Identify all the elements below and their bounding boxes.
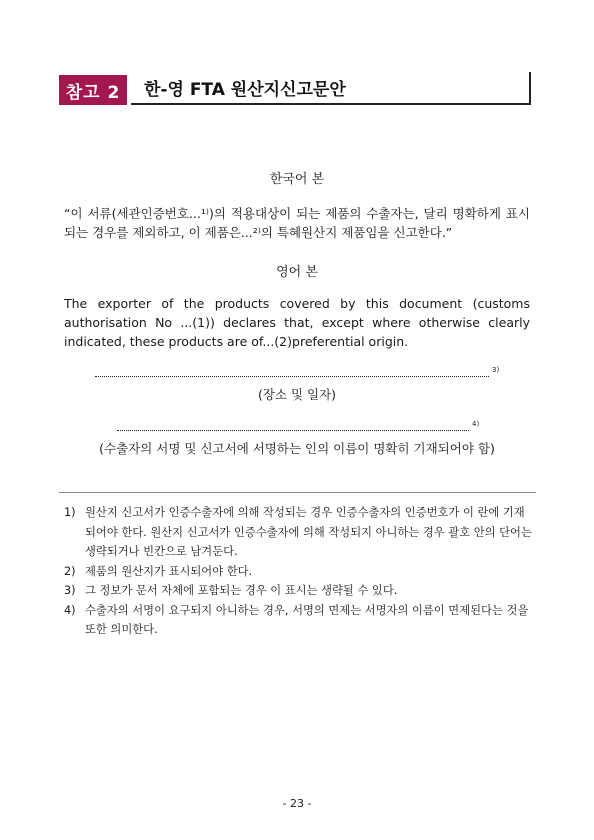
page-title: 한-영 FTA 원산지신고문안 xyxy=(144,80,346,100)
place-date-line xyxy=(95,376,489,377)
footnote-text: 수출자의 서명이 요구되지 아니하는 경우, 서명의 면제는 서명자의 이름이 면제된다는 것을 또한 의미한다. xyxy=(85,603,529,636)
footnote-number: 2) xyxy=(64,564,76,578)
footnotes xyxy=(64,503,534,640)
footnote-number: 4) xyxy=(64,603,76,617)
korean-declaration: “이 서류(세관인증번호...¹⁾)의 적용대상이 되는 제품의 수출자는, 달리 명확하게 표시되는 경우를 제외하고, 이 제품은...²⁾의 특혜원산지 제품임을 신고한다.” xyxy=(64,206,530,240)
footnote-item xyxy=(64,581,534,601)
footnote-text: 제품의 원산지가 표시되어야 한다. xyxy=(85,564,253,578)
signature-footnote-marker: 4) xyxy=(472,420,480,428)
footnote-text: 원산지 신고서가 인증수출자에 의해 작성되는 경우 인증수출자의 인증번호가 이 란에 기재되어야 한다. 원산지 신고서가 인증수출자에 의해 작성되지 아니하는 경우 괄호 안의 단어는 생략되거나 빈칸으로 남겨둔다. xyxy=(85,506,532,558)
footnote-separator xyxy=(59,492,536,493)
reference-tag: 참고 2 xyxy=(59,75,127,105)
title-right-border xyxy=(529,72,531,105)
footnote-number: 1) xyxy=(64,506,76,519)
footnote-item xyxy=(64,562,534,582)
place-date-footnote-marker: 3) xyxy=(492,366,500,374)
footnote-text: 그 정보가 문서 자체에 포함되는 경우 이 표시는 생략될 수 있다. xyxy=(85,584,398,597)
title-underline xyxy=(131,103,531,105)
signature-line xyxy=(117,430,469,431)
korean-heading: 한국어 본 xyxy=(269,172,325,187)
page-number: - 23 - xyxy=(282,797,312,810)
english-declaration: The exporter of the products covered by this document (customs authorisation No ...(1)) declares that, except where otherwise clearly indicated, these products are of...(2)preferential origin. xyxy=(64,296,530,349)
english-heading: 영어 본 xyxy=(276,265,318,280)
footnote-item xyxy=(64,601,534,640)
signature-label: (수출자의 서명 및 신고서에 서명하는 인의 이름이 명확히 기재되어야 함) xyxy=(99,441,495,456)
place-date-label: (장소 및 일자) xyxy=(257,387,337,402)
footnote-number: 3) xyxy=(64,584,76,597)
footnote-item xyxy=(64,503,534,562)
